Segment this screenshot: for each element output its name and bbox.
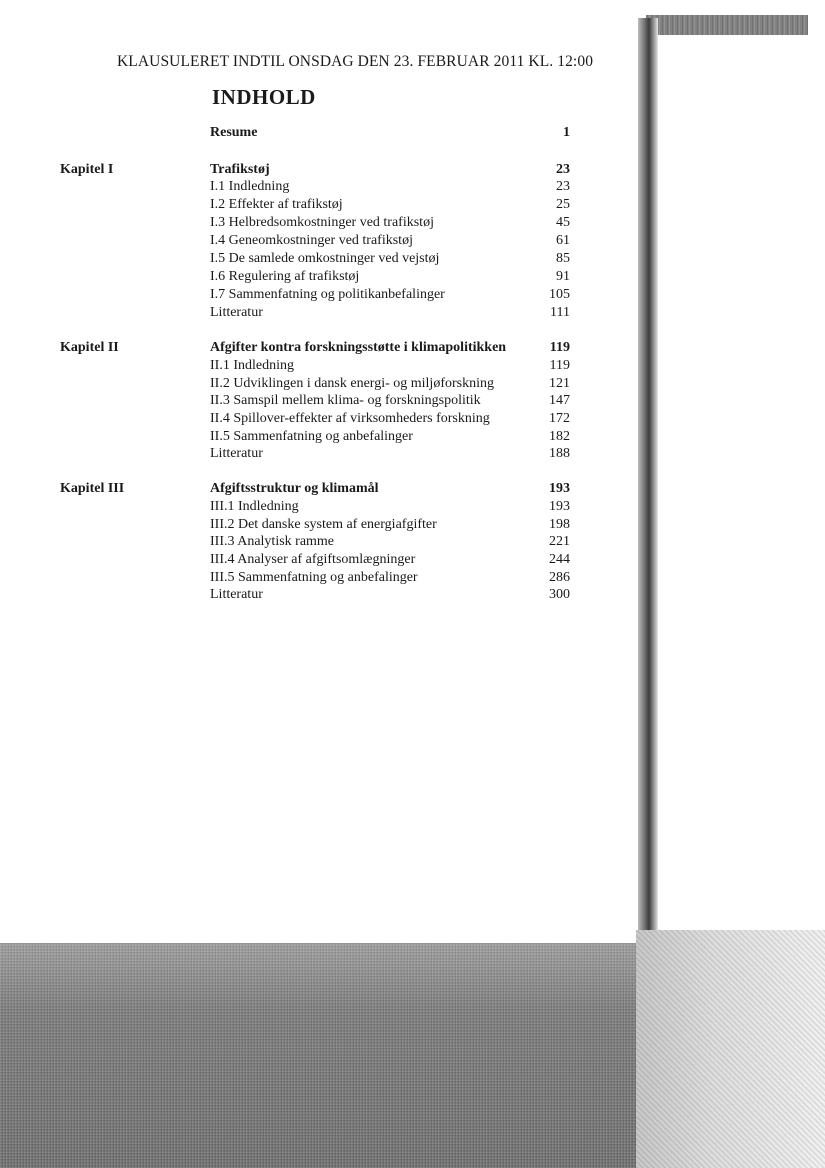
toc-entry-page: 198 — [549, 517, 570, 532]
toc-entry-title: II.4 Spillover-effekter af virksomheders forskning — [210, 411, 490, 426]
embargo-header: KLAUSULERET INDTIL ONSDAG DEN 23. FEBRUAR 2011 KL. 12:00 — [117, 53, 594, 70]
scan-artifact-corner — [636, 930, 825, 1168]
toc-entry-title: I.2 Effekter af trafikstøj — [210, 197, 343, 212]
toc-entry-title: II.2 Udviklingen i dansk energi- og miljøforskning — [210, 376, 494, 391]
toc-entry-page: 300 — [549, 587, 570, 602]
toc-entry-title: Litteratur — [210, 305, 263, 320]
toc-entry-title: I.3 Helbredsomkostninger ved trafikstøj — [210, 215, 434, 230]
toc-entry-page: 172 — [549, 411, 570, 426]
toc-entry-title: Afgiftsstruktur og klimamål — [210, 481, 379, 496]
toc-entry[interactable] — [210, 214, 570, 232]
toc-entry-page: 23 — [556, 179, 570, 194]
toc-entry-title: II.1 Indledning — [210, 358, 294, 373]
scan-artifact-bottom — [0, 943, 636, 1168]
toc-entry-page: 119 — [549, 358, 570, 373]
toc-entry-title: I.6 Regulering af trafikstøj — [210, 269, 360, 284]
toc-entry-page: 45 — [556, 215, 570, 230]
toc-entry[interactable] — [210, 178, 570, 196]
toc-entry-page: 119 — [549, 340, 570, 355]
toc-entry[interactable] — [210, 286, 570, 304]
toc-entry[interactable] — [210, 304, 570, 322]
toc-entry-title: III.3 Analytisk ramme — [210, 534, 335, 549]
toc-entry[interactable] — [210, 586, 570, 604]
toc-entry-title: III.1 Indledning — [210, 499, 299, 514]
toc-entry[interactable] — [210, 551, 570, 569]
toc-entry-page: 182 — [549, 429, 570, 444]
toc-entry-title: Afgifter kontra forskningsstøtte i klimapolitikken — [210, 340, 507, 355]
toc-entry-title: I.7 Sammenfatning og politikanbefalinger — [210, 287, 445, 302]
toc-entry-page: 61 — [556, 233, 570, 248]
toc-entry-title: Litteratur — [210, 587, 263, 602]
toc-entry-title: I.5 De samlede omkostninger ved vejstøj — [210, 251, 440, 266]
toc-entry[interactable] — [210, 428, 570, 446]
chapter-label: Kapitel III — [60, 481, 125, 496]
toc-chapter-heading[interactable] — [210, 480, 570, 498]
toc-entry-page: 221 — [549, 534, 570, 549]
toc-entry-title: II.5 Sammenfatning og anbefalinger — [210, 429, 413, 444]
toc-entry-title: I.4 Geneomkostninger ved trafikstøj — [210, 233, 413, 248]
toc-entry-page: 105 — [549, 287, 570, 302]
scan-artifact-top — [646, 15, 808, 35]
toc-entry[interactable] — [210, 498, 570, 516]
toc-entry[interactable] — [210, 196, 570, 214]
toc-entry-page: 85 — [556, 251, 570, 266]
toc-entry-title: II.3 Samspil mellem klima- og forskningspolitik — [210, 393, 481, 408]
toc-entry[interactable] — [210, 268, 570, 286]
toc-entry-page: 1 — [563, 125, 570, 140]
toc-entry[interactable] — [210, 232, 570, 250]
toc-entry-page: 188 — [549, 446, 570, 461]
toc-entry-title: Trafikstøj — [210, 162, 270, 177]
toc-chapter-heading[interactable] — [210, 161, 570, 179]
toc-entry-page: 286 — [549, 570, 570, 585]
toc-entry-page: 23 — [556, 162, 570, 177]
toc-entry-title: Resume — [210, 125, 258, 140]
toc-entry[interactable] — [210, 569, 570, 587]
toc-entry[interactable] — [210, 375, 570, 393]
toc-entry-page: 147 — [549, 393, 570, 408]
toc-entry-title: III.4 Analyser af afgiftsomlægninger — [210, 552, 416, 567]
toc-entry-title: I.1 Indledning — [210, 179, 290, 194]
toc-entry-title: III.2 Det danske system af energiafgifter — [210, 517, 437, 532]
toc-entry[interactable] — [210, 516, 570, 534]
scan-artifact-page-edge — [638, 18, 658, 943]
toc-entry-page: 25 — [556, 197, 570, 212]
toc-entry-resume[interactable] — [210, 124, 570, 142]
toc-entry-page: 193 — [549, 481, 570, 496]
toc-chapter-heading[interactable] — [210, 339, 570, 357]
toc-entry-page: 111 — [550, 305, 570, 320]
toc-entry[interactable] — [210, 410, 570, 428]
toc-entry-title: Litteratur — [210, 446, 263, 461]
toc-entry-page: 244 — [549, 552, 570, 567]
toc-entry[interactable] — [210, 250, 570, 268]
toc-entry-page: 91 — [556, 269, 570, 284]
toc-entry[interactable] — [210, 357, 570, 375]
page-title: INDHOLD — [212, 85, 316, 109]
chapter-label: Kapitel II — [60, 340, 119, 355]
toc-entry[interactable] — [210, 533, 570, 551]
toc-entry-title: III.5 Sammenfatning og anbefalinger — [210, 570, 418, 585]
toc-entry[interactable] — [210, 445, 570, 463]
toc-entry[interactable] — [210, 392, 570, 410]
toc-entry-page: 193 — [549, 499, 570, 514]
toc-entry-page: 121 — [549, 376, 570, 391]
chapter-label: Kapitel I — [60, 162, 114, 177]
